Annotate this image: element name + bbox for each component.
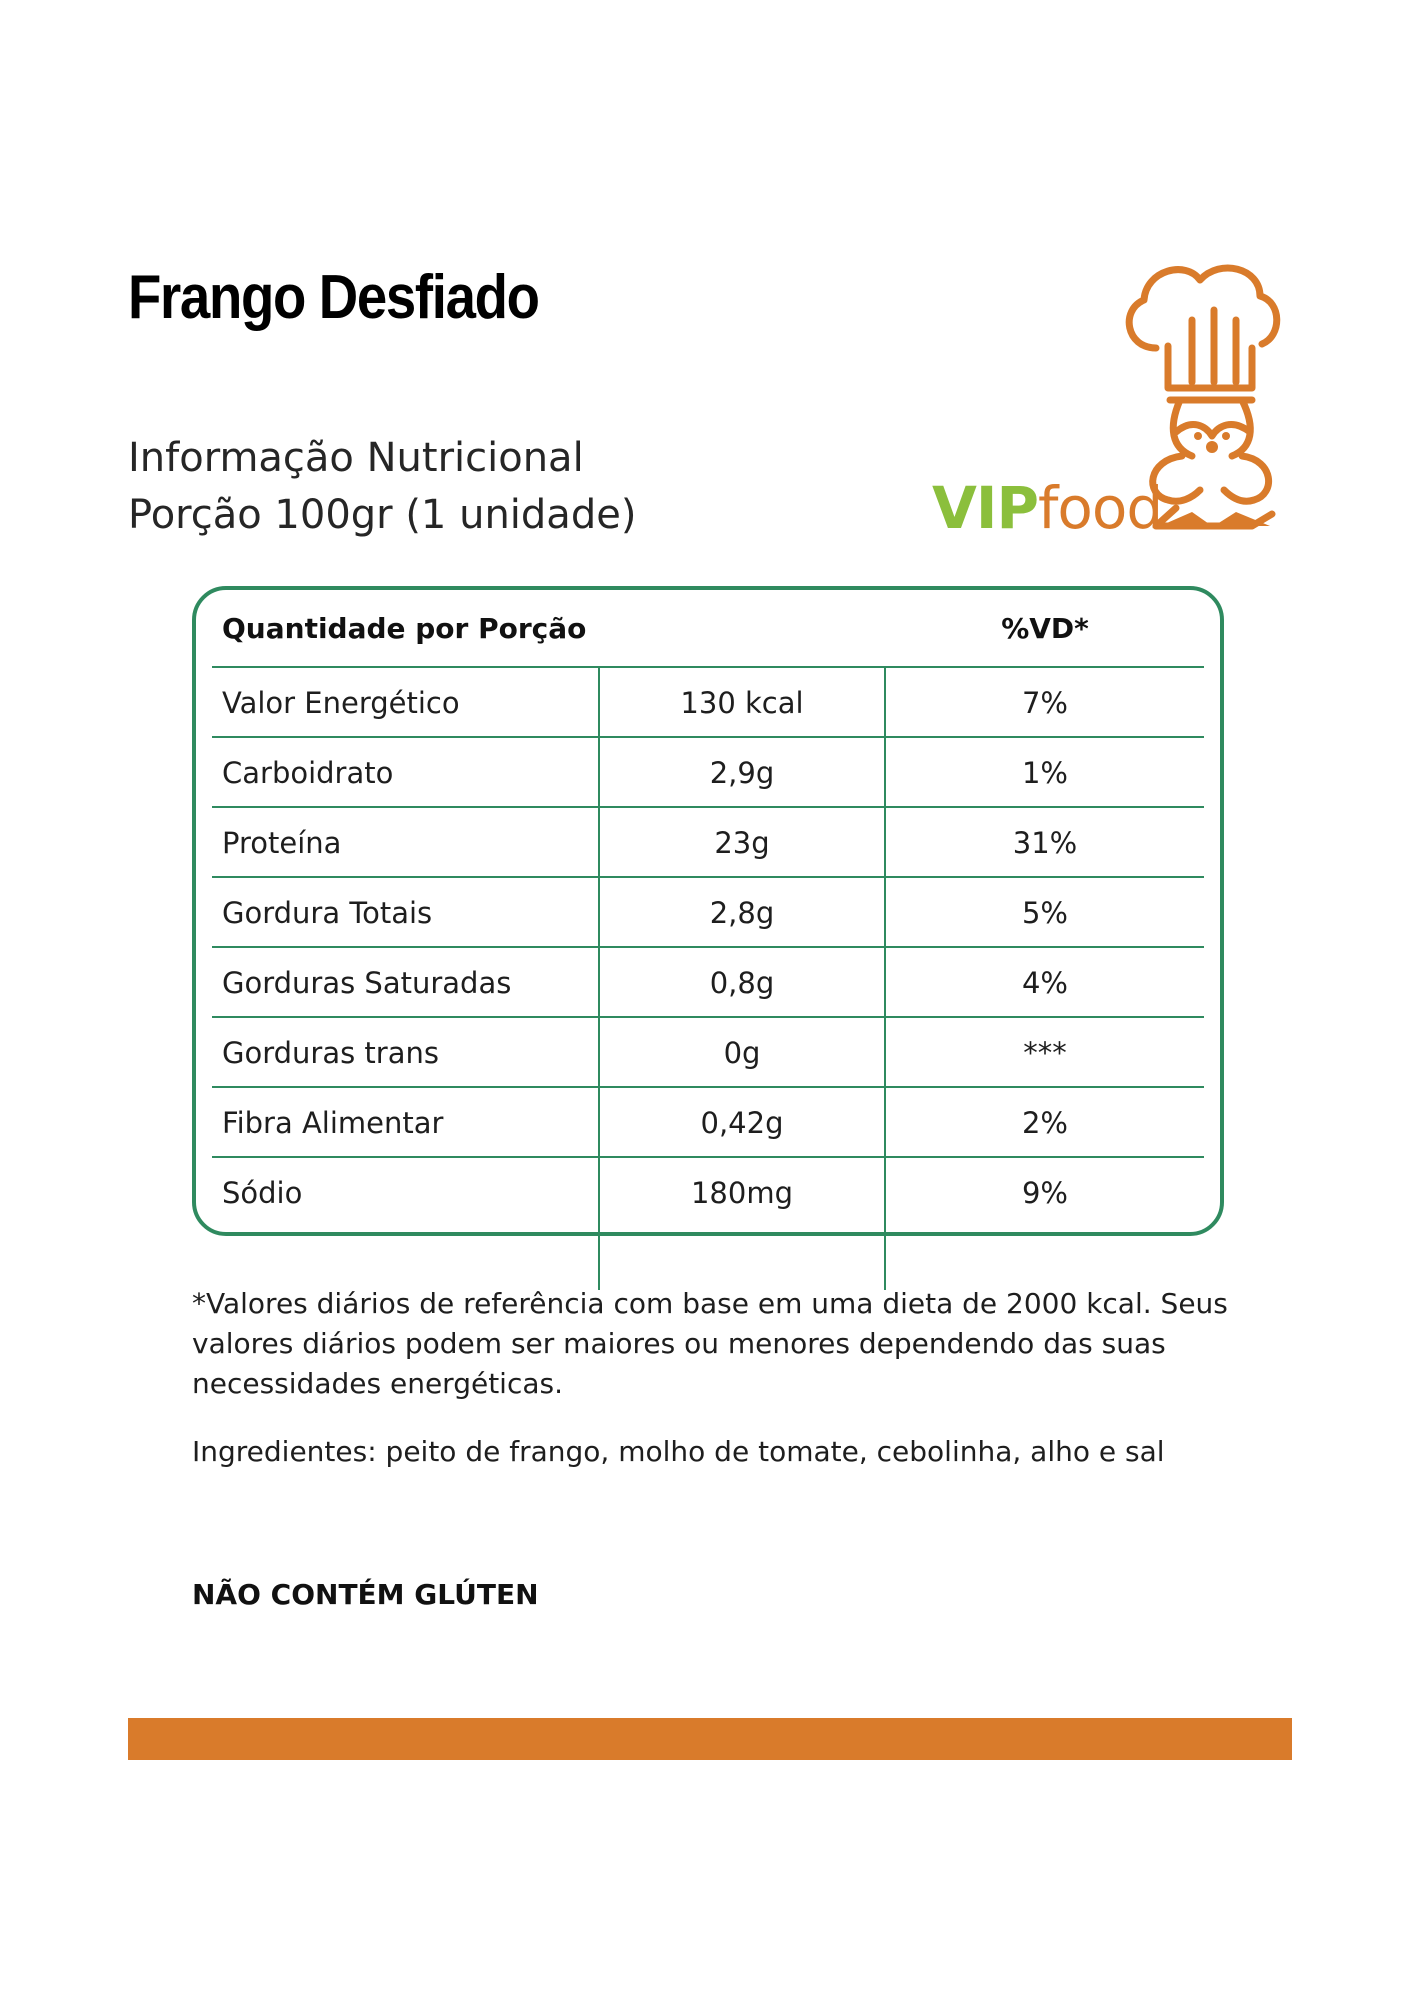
nutrient-vd: 5%: [1021, 896, 1068, 930]
footer-bar: [128, 1718, 1292, 1760]
table-header-quantity: Quantidade por Porção: [222, 612, 587, 645]
nutrient-name: Valor Energético: [222, 686, 460, 720]
nutrient-vd: 4%: [1021, 966, 1068, 1000]
product-title: Frango Desfiado: [128, 263, 539, 332]
footnote: *Valores diários de referência com base em uma dieta de 2000 kcal. Seus valores diários podem ser maiores ou menores dependendo das suas necessidades energéticas.: [192, 1287, 1228, 1400]
nutrient-vd: 1%: [1021, 756, 1068, 790]
nutrient-amount: 2,9g: [709, 756, 775, 790]
nutrient-vd: 9%: [1021, 1176, 1068, 1210]
nutrition-heading: Informação Nutricional: [128, 435, 584, 481]
nutrient-name: Sódio: [222, 1176, 303, 1210]
nutrient-amount: 0,8g: [709, 966, 775, 1000]
brand-part-food: food: [1037, 474, 1163, 542]
brand-part-vip: VIP: [932, 474, 1038, 542]
nutrient-amount: 2,8g: [709, 896, 775, 930]
portion-size: Porção 100gr (1 unidade): [128, 492, 637, 538]
brand-logo-text: [932, 474, 1163, 542]
nutrient-name: Carboidrato: [222, 756, 394, 790]
gluten-notice: NÃO CONTÉM GLÚTEN: [192, 1578, 539, 1611]
nutrient-name: Gorduras Saturadas: [222, 966, 512, 1000]
table-header-vd: %VD*: [1001, 612, 1089, 645]
nutrition-subtitle: [128, 430, 636, 544]
nutrient-name: Proteína: [222, 826, 342, 860]
nutrient-amount: 23g: [714, 826, 770, 860]
nutrient-vd: 2%: [1021, 1106, 1068, 1140]
nutrient-vd: ***: [1023, 1036, 1067, 1070]
nutrient-name: Gorduras trans: [222, 1036, 439, 1070]
nutrient-amount: 0,42g: [700, 1106, 784, 1140]
nutrient-name: Fibra Alimentar: [222, 1106, 444, 1140]
nutrient-vd: 7%: [1021, 686, 1068, 720]
nutrient-amount: 0g: [723, 1036, 761, 1070]
nutrient-amount: 130 kcal: [680, 686, 804, 720]
nutrient-vd: 31%: [1012, 826, 1078, 860]
nutrient-amount: 180mg: [690, 1176, 793, 1210]
ingredients-list: Ingredientes: peito de frango, molho de tomate, cebolinha, alho e sal: [192, 1435, 1165, 1468]
nutrient-name: Gordura Totais: [222, 896, 433, 930]
